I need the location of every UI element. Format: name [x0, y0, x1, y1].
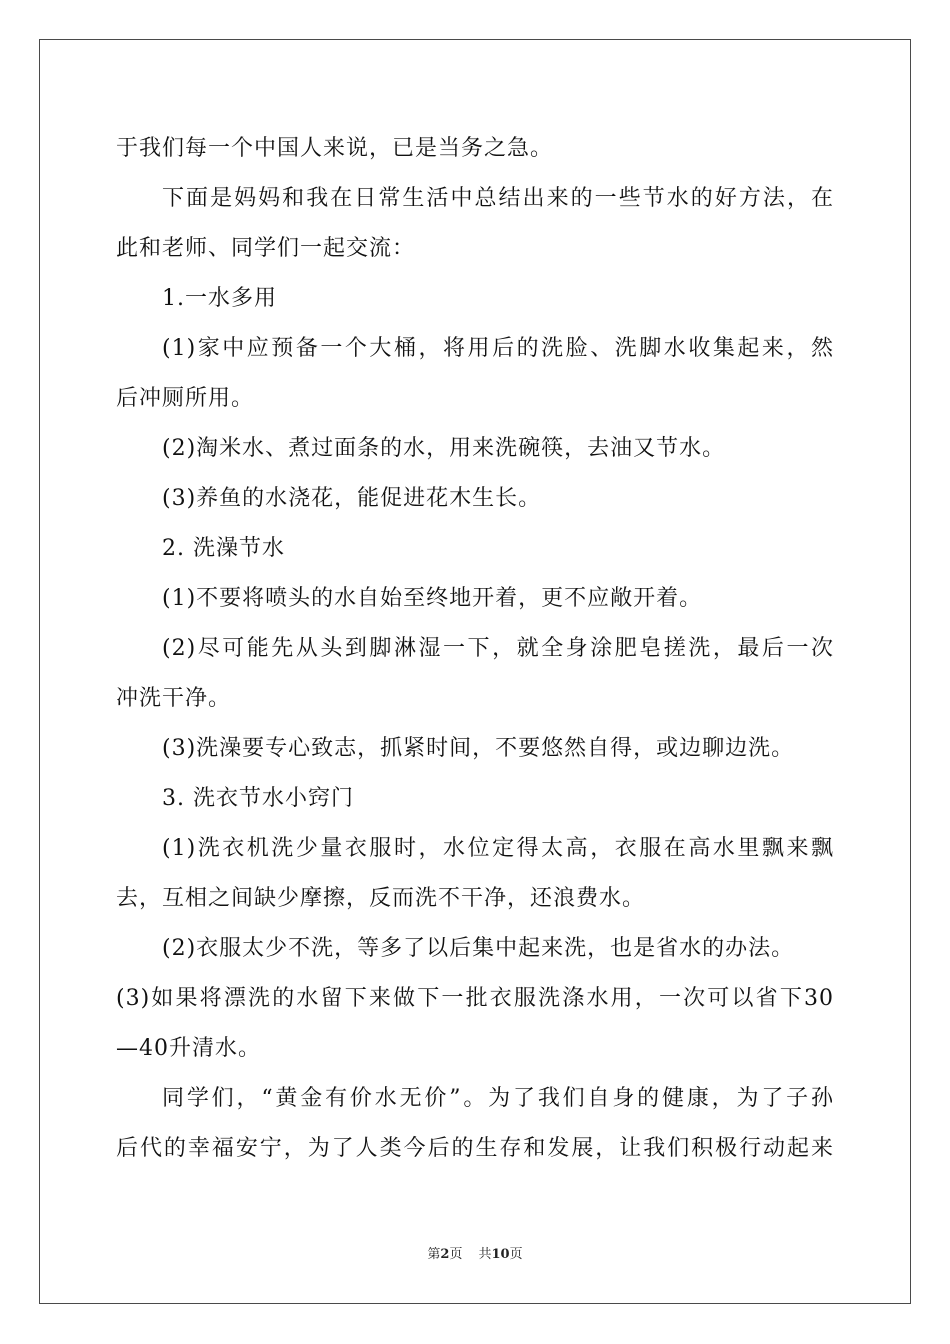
list-item: (2)衣服太少不洗，等多了以后集中起来洗，也是省水的办法。: [162, 936, 795, 961]
list-item: (1)洗衣机洗少量衣服时，水位定得太高，衣服在高水里飘来飘: [162, 836, 834, 861]
list-item: (3)养鱼的水浇花，能促进花木生长。: [162, 486, 542, 511]
page-border: [39, 39, 911, 1304]
total-prefix: 共: [478, 1247, 492, 1262]
list-item: (1)家中应预备一个大桶，将用后的洗脸、洗脚水收集起来，然: [162, 336, 834, 361]
paragraph-line: 于我们每一个中国人来说，已是当务之急。: [116, 136, 554, 161]
list-item: (3)如果将漂洗的水留下来做下一批衣服洗涤水用，一次可以省下30: [116, 986, 834, 1011]
paragraph-line: 后代的幸福安宁，为了人类今后的生存和发展，让我们积极行动起来: [116, 1136, 834, 1161]
list-item: (2)尽可能先从头到脚淋湿一下，就全身涂肥皂搓洗，最后一次: [162, 636, 834, 661]
section-heading: 3. 洗衣节水小窍门: [162, 786, 354, 811]
page-footer: [0, 1246, 950, 1264]
list-item-continuation: —40升清水。: [116, 1036, 261, 1061]
list-item: (2)淘米水、煮过面条的水，用来洗碗筷，去油又节水。: [162, 436, 726, 461]
current-page-number: 2: [440, 1247, 450, 1262]
paragraph-line: 同学们，“黄金有价水无价”。为了我们自身的健康，为了子孙: [162, 1086, 834, 1111]
page-prefix: 第: [427, 1247, 441, 1262]
paragraph-line: 此和老师、同学们一起交流：: [116, 236, 416, 261]
total-suffix: 页: [509, 1247, 523, 1262]
section-heading: 2. 洗澡节水: [162, 536, 285, 561]
total-page-number: 10: [491, 1247, 510, 1262]
list-item: (1)不要将喷头的水自始至终地开着，更不应敞开着。: [162, 586, 703, 611]
list-item: (3)洗澡要专心致志，抓紧时间，不要悠然自得，或边聊边洗。: [162, 736, 795, 761]
list-item-continuation: 去，互相之间缺少摩擦，反而洗不干净，还浪费水。: [116, 886, 646, 911]
paragraph-line: 下面是妈妈和我在日常生活中总结出来的一些节水的好方法，在: [162, 186, 834, 211]
list-item-continuation: 后冲厕所用。: [116, 386, 255, 411]
list-item-continuation: 冲洗干净。: [116, 686, 232, 711]
page-suffix: 页: [449, 1247, 463, 1262]
section-heading: 1.一水多用: [162, 286, 277, 311]
